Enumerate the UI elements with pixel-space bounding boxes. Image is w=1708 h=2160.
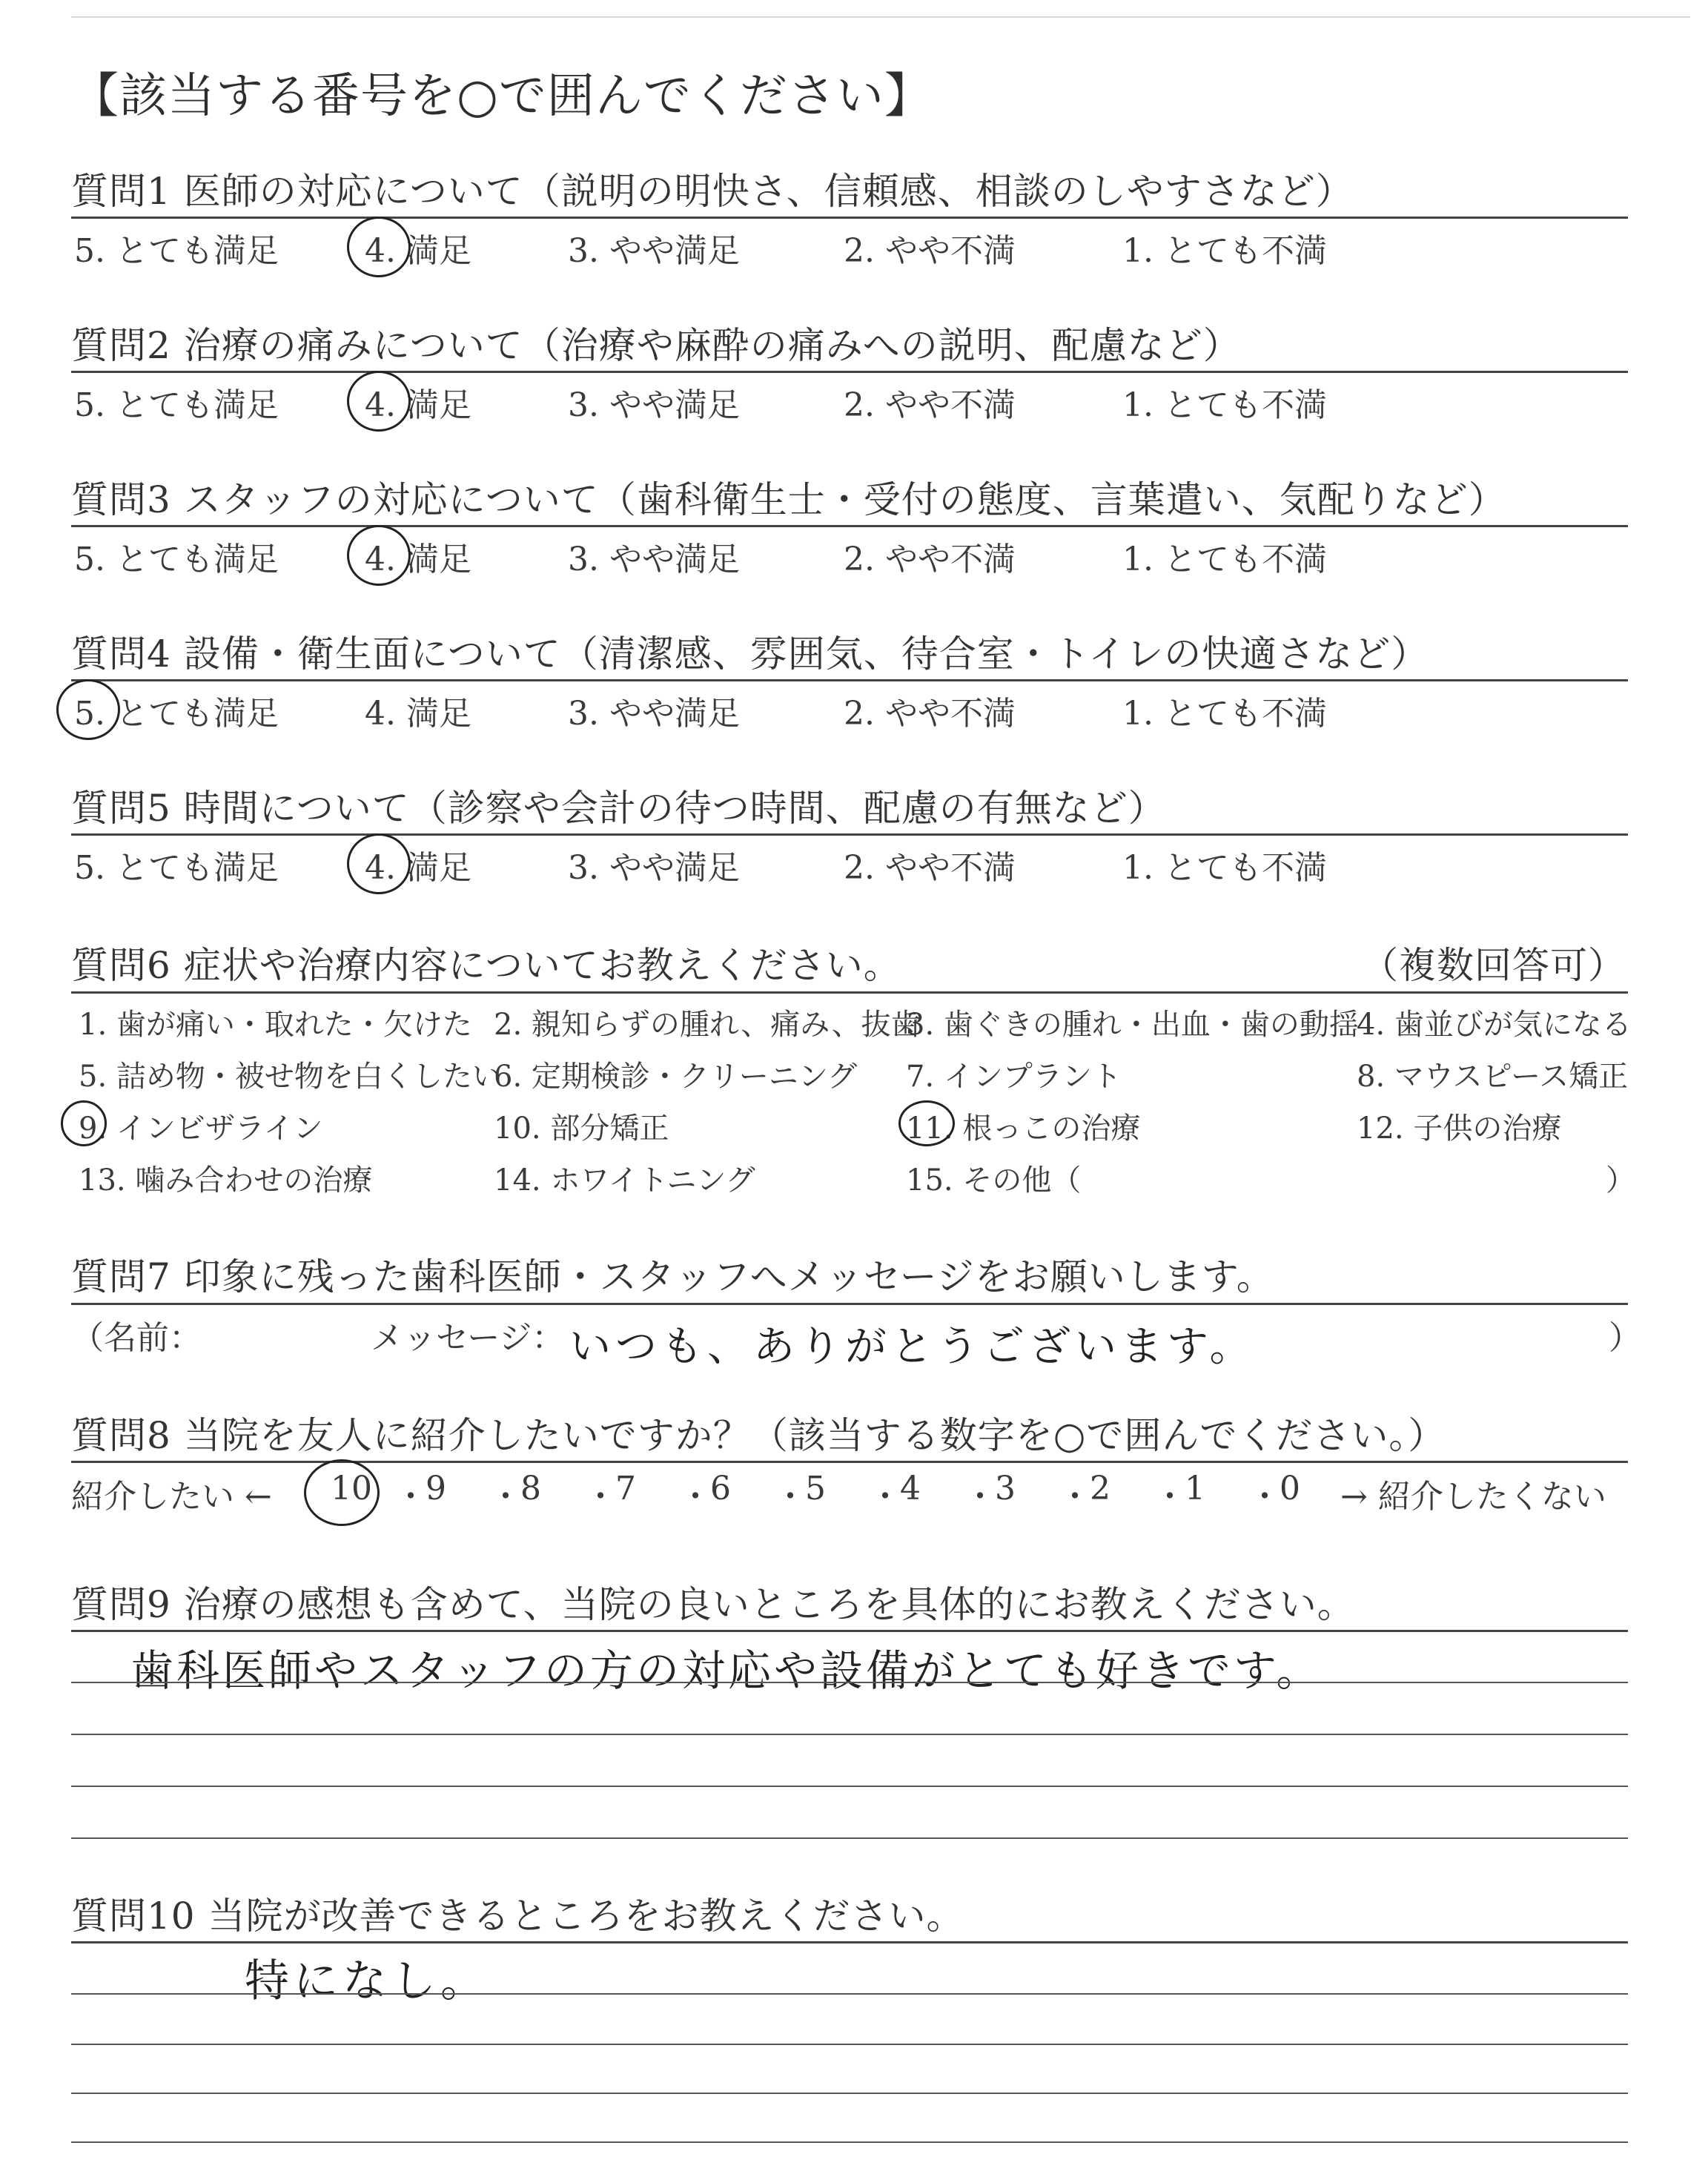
q9-line-4 (71, 1837, 1628, 1839)
q6-option-14[interactable]: 14. ホワイトニング (494, 1163, 755, 1198)
q8-scale-separator: ・ (1153, 1478, 1186, 1516)
q6-option-12[interactable]: 12. 子供の治療 (1357, 1112, 1562, 1146)
question-3-option-4[interactable]: 4. 満足 (365, 541, 471, 578)
question-2-option-5[interactable]: 5. とても満足 (74, 386, 279, 424)
question-5-option-3[interactable]: 3. やや満足 (568, 849, 740, 887)
question-4-option-1[interactable]: 1. とても不満 (1122, 695, 1327, 733)
question-5-rule (71, 833, 1628, 836)
question-2-option-3[interactable]: 3. やや満足 (568, 386, 740, 424)
question-1-selected-circle (347, 217, 411, 277)
q8-scale-4[interactable]: 4 (900, 1470, 921, 1507)
q9-rule (71, 1630, 1628, 1632)
q6-option-6[interactable]: 6. 定期検診・クリーニング (494, 1060, 858, 1094)
q8-scale-separator: ・ (964, 1478, 996, 1516)
q8-selected-circle (304, 1459, 380, 1526)
question-3-selected-circle (347, 525, 411, 586)
q9-label: 質問9 治療の感想も含めて、当院の良いところを具体的にお教えください。 (71, 1583, 1355, 1626)
top-border (71, 16, 1690, 18)
q8-scale-2[interactable]: 2 (1090, 1470, 1110, 1507)
q6-note: （複数回答可） (1361, 944, 1626, 987)
q6-selected-circle-9 (61, 1100, 107, 1146)
q8-left-label: 紹介したい ← (71, 1478, 272, 1516)
q8-label: 質問8 当院を友人に紹介したいですか？（該当する数字を○で囲んでください。） (71, 1414, 1446, 1457)
q6-option-16[interactable]: ） (1606, 1163, 1635, 1198)
question-4-option-3[interactable]: 3. やや満足 (568, 695, 740, 733)
question-2-selected-circle (347, 371, 411, 432)
q8-scale-separator: ・ (489, 1478, 522, 1516)
q6-option-3[interactable]: 3. 歯ぐきの腫れ・出血・歯の動揺 (906, 1008, 1359, 1042)
q7-label: 質問7 印象に残った歯科医師・スタッフへメッセージをお願いします。 (71, 1255, 1274, 1298)
q10-answer: 特になし。 (245, 1955, 489, 2007)
q10-line-1 (71, 1993, 1628, 1995)
q10-rule (71, 1941, 1628, 1943)
question-1-label: 質問1 医師の対応について（説明の明快さ、信頼感、相談のしやすさなど） (71, 170, 1354, 213)
question-2-rule (71, 371, 1628, 373)
q6-option-7[interactable]: 7. インプラント (906, 1060, 1122, 1094)
q7-message: いつも、ありがとうございます。 (569, 1323, 1256, 1371)
q9-line-1 (71, 1682, 1628, 1683)
question-5-option-2[interactable]: 2. やや不満 (844, 849, 1016, 887)
q10-label: 質問10 当院が改善できるところをお教えください。 (71, 1895, 964, 1938)
q6-option-5[interactable]: 5. 詰め物・被せ物を白くしたい (79, 1060, 502, 1094)
q8-scale-separator: ・ (679, 1478, 712, 1516)
q8-scale-8[interactable]: 8 (520, 1470, 541, 1507)
question-1-option-4[interactable]: 4. 満足 (365, 232, 471, 270)
question-3-option-5[interactable]: 5. とても満足 (74, 541, 279, 578)
q6-option-1[interactable]: 1. 歯が痛い・取れた・欠けた (79, 1008, 472, 1042)
q8-scale-9[interactable]: 9 (426, 1470, 446, 1507)
q8-scale-separator: ・ (1059, 1478, 1091, 1516)
question-3-rule (71, 525, 1628, 527)
q6-option-9[interactable]: 9. インビザライン (79, 1112, 323, 1146)
q6-option-4[interactable]: 4. 歯並びが気になる (1357, 1008, 1632, 1042)
q8-scale-1[interactable]: 1 (1185, 1470, 1205, 1507)
question-4-option-4[interactable]: 4. 満足 (365, 695, 471, 733)
question-5-option-1[interactable]: 1. とても不満 (1122, 849, 1327, 887)
question-4-option-5[interactable]: 5. とても満足 (74, 695, 279, 733)
q8-scale-separator: ・ (869, 1478, 901, 1516)
q6-selected-circle-11 (898, 1100, 955, 1146)
q10-line-3 (71, 2093, 1628, 2094)
page-title: 【該当する番号を○で囲んでください】 (71, 69, 933, 124)
question-1-option-3[interactable]: 3. やや満足 (568, 232, 740, 270)
question-4-selected-circle (56, 679, 120, 740)
q7-name-label: （名前： (71, 1319, 202, 1357)
q6-option-13[interactable]: 13. 噛み合わせの治療 (79, 1163, 373, 1198)
q8-scale-10[interactable]: 10 (331, 1470, 372, 1507)
question-2-label: 質問2 治療の痛みについて（治療や麻酔の痛みへの説明、配慮など） (71, 324, 1241, 367)
question-3-option-2[interactable]: 2. やや不満 (844, 541, 1016, 578)
question-5-label: 質問5 時間について（診察や会計の待つ時間、配慮の有無など） (71, 787, 1166, 830)
question-3-option-1[interactable]: 1. とても不満 (1122, 541, 1327, 578)
question-1-option-1[interactable]: 1. とても不満 (1122, 232, 1327, 270)
q9-line-3 (71, 1786, 1628, 1787)
q10-line-2 (71, 2044, 1628, 2045)
q7-close-paren: ） (1609, 1319, 1641, 1357)
q6-option-8[interactable]: 8. マウスピース矯正 (1357, 1060, 1629, 1094)
q8-scale-3[interactable]: 3 (995, 1470, 1016, 1507)
q6-option-11[interactable]: 11. 根っこの治療 (906, 1112, 1141, 1146)
question-3-label: 質問3 スタッフの対応について（歯科衛生士・受付の態度、言葉遣い、気配りなど） (71, 478, 1506, 521)
q8-scale-separator: ・ (394, 1478, 427, 1516)
question-2-option-4[interactable]: 4. 満足 (365, 386, 471, 424)
q10-line-4 (71, 2141, 1628, 2143)
question-2-option-2[interactable]: 2. やや不満 (844, 386, 1016, 424)
q9-line-2 (71, 1734, 1628, 1735)
q8-scale-6[interactable]: 6 (710, 1470, 731, 1507)
question-5-option-5[interactable]: 5. とても満足 (74, 849, 279, 887)
question-4-label: 質問4 設備・衛生面について（清潔感、雰囲気、待合室・トイレの快適さなど） (71, 633, 1429, 676)
q8-scale-separator: ・ (1248, 1478, 1281, 1516)
q9-answer: 歯科医師やスタッフの方の対応や設備がとても好きです。 (130, 1645, 1323, 1696)
q7-rule (71, 1303, 1628, 1305)
question-5-option-4[interactable]: 4. 満足 (365, 849, 471, 887)
q8-scale-separator: ・ (584, 1478, 617, 1516)
q8-rule (71, 1461, 1628, 1463)
q7-message-label: メッセージ： (371, 1319, 565, 1357)
q8-scale-7[interactable]: 7 (615, 1470, 636, 1507)
question-1-option-2[interactable]: 2. やや不満 (844, 232, 1016, 270)
q8-scale-separator: ・ (774, 1478, 807, 1516)
question-1-option-5[interactable]: 5. とても満足 (74, 232, 279, 270)
question-4-option-2[interactable]: 2. やや不満 (844, 695, 1016, 733)
q8-scale-5[interactable]: 5 (805, 1470, 826, 1507)
question-2-option-1[interactable]: 1. とても不満 (1122, 386, 1327, 424)
q8-right-label: → 紹介したくない (1340, 1478, 1606, 1516)
question-3-option-3[interactable]: 3. やや満足 (568, 541, 740, 578)
q6-option-10[interactable]: 10. 部分矯正 (494, 1112, 669, 1146)
q6-label: 質問6 症状や治療内容についてお教えください。 (71, 944, 901, 987)
q6-option-2[interactable]: 2. 親知らずの腫れ、痛み、抜歯 (494, 1008, 921, 1042)
q8-scale-0[interactable]: 0 (1280, 1470, 1300, 1507)
q6-option-15[interactable]: 15. その他（ (906, 1163, 1082, 1198)
question-4-rule (71, 679, 1628, 681)
question-5-selected-circle (347, 833, 411, 894)
q6-rule (71, 991, 1628, 994)
question-1-rule (71, 217, 1628, 219)
